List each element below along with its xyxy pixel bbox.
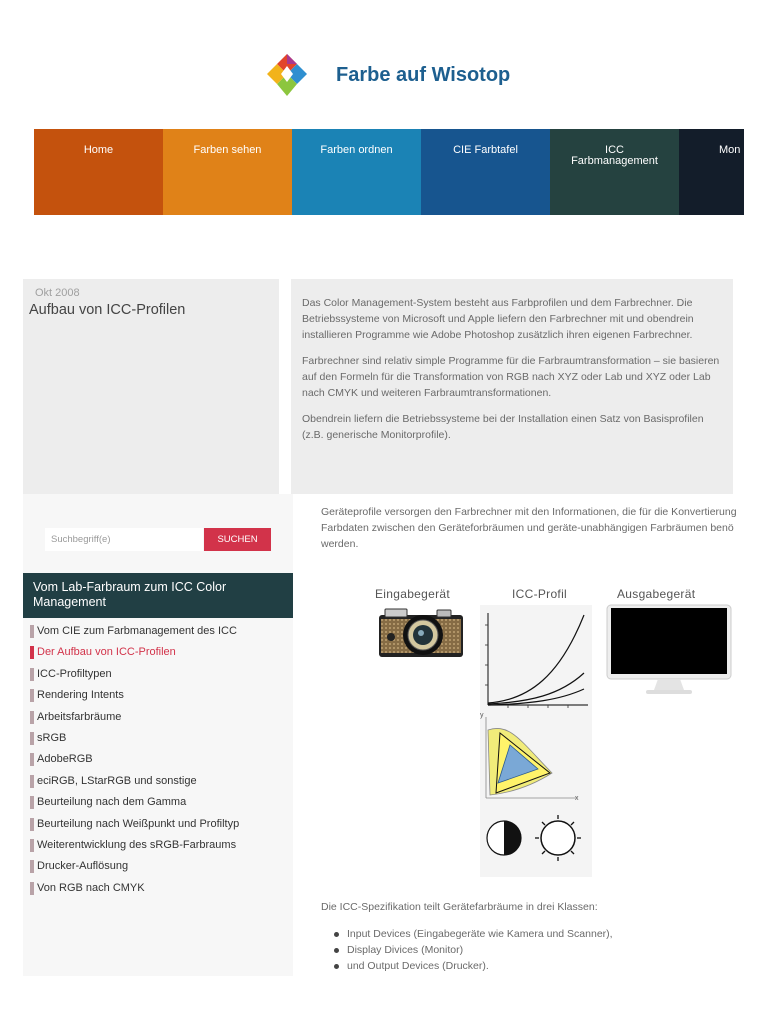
- diamond-color-logo-icon: [262, 52, 312, 100]
- site-title[interactable]: Farbe auf Wisotop: [336, 64, 511, 86]
- figure-label-input: Eingabegerät: [375, 587, 450, 601]
- nav-item-cie-farbtafel[interactable]: [421, 129, 550, 215]
- nav-item-farben-sehen[interactable]: [163, 129, 292, 215]
- axis-x-label: x: [575, 795, 579, 802]
- search-input[interactable]: [45, 528, 203, 551]
- nav-item-label: ICC Farbmanagement: [571, 144, 658, 167]
- toc-item[interactable]: sRGB: [30, 731, 239, 752]
- toc-item-active[interactable]: Der Aufbau von ICC-Profilen: [30, 645, 239, 666]
- toc-item[interactable]: Beurteilung nach dem Gamma: [30, 795, 239, 816]
- article-title: Aufbau von ICC-Profilen: [29, 302, 186, 318]
- site-logo[interactable]: [262, 52, 532, 100]
- main-paragraph: Die ICC-Spezifikation teilt Gerätefarbräume in drei Klassen:: [321, 901, 598, 913]
- intro-paragraph: Das Color Management-System besteht aus Farbprofilen und dem Farbrechner. Die Betriebssysteme von Microsoft und Apple liefern den Farbrechner mit und obendrein installieren Programme wie Adobe Photoshop zusätzlich ihren eigenen Farbrechner.: [302, 297, 694, 341]
- nav-item-home[interactable]: [34, 129, 163, 215]
- axis-y-label: y: [480, 712, 484, 719]
- article-meta: [23, 279, 279, 494]
- toc-item[interactable]: Beurteilung nach Weißpunkt und Profiltyp: [30, 817, 239, 838]
- camera-icon: [377, 607, 465, 659]
- intro-paragraph: Obendrein liefern die Betriebssysteme bei der Installation einen Satz von Basisprofilen (z.B. generische Monitorprofile).: [302, 413, 704, 441]
- toc-item[interactable]: Von RGB nach CMYK: [30, 881, 239, 902]
- main-paragraph-line: Farbdaten zwischen den Geräteforbräumen und geräte-unabhängigen Farbräumen benö: [321, 522, 734, 534]
- toc-item[interactable]: Weiterentwicklung des sRGB-Farbraums: [30, 838, 239, 859]
- toc-item[interactable]: ICC-Profiltypen: [30, 667, 239, 688]
- nav-item-farben-ordnen[interactable]: [292, 129, 421, 215]
- nav-item-label: CIE Farbtafel: [453, 144, 518, 156]
- list-item: Input Devices (Eingabegeräte wie Kamera und Scanner),: [333, 926, 613, 942]
- list-item: Display Divices (Monitor): [333, 942, 613, 958]
- nav-item-label: Mon: [719, 144, 741, 156]
- toc-item[interactable]: Arbeitsfarbräume: [30, 710, 239, 731]
- list-item: und Output Devices (Drucker).: [333, 958, 613, 974]
- nav-item-icc-farbmanagement[interactable]: [550, 129, 679, 215]
- figure-label-profile: ICC-Profil: [512, 587, 568, 601]
- main-paragraph-line: Geräteprofile versorgen den Farbrechner mit den Informationen, die für die Konvertierung: [321, 506, 737, 518]
- main-paragraph-line: werden.: [321, 538, 359, 550]
- nav-item-mon[interactable]: [679, 129, 744, 215]
- sidebar: [23, 494, 293, 976]
- figure-label-output: Ausgabegerät: [617, 587, 696, 601]
- nav-item-label: Farben ordnen: [320, 144, 393, 156]
- nav-item-label: Farben sehen: [193, 144, 262, 156]
- toc-item[interactable]: Rendering Intents: [30, 688, 239, 709]
- article-date: Okt 2008: [35, 287, 80, 299]
- toc-heading[interactable]: Vom Lab-Farbraum zum ICC Color Management: [23, 573, 293, 618]
- icc-profile-diagram: [480, 605, 592, 877]
- main-nav: [34, 129, 744, 215]
- search-button[interactable]: SUCHEN: [204, 528, 271, 551]
- toc-item[interactable]: Drucker-Auflösung: [30, 859, 239, 880]
- toc-list: [30, 624, 239, 902]
- nav-item-label: Home: [83, 144, 114, 156]
- article-intro: [291, 279, 733, 494]
- intro-paragraph: Farbrechner sind relativ simple Programme für die Farbraumtransformation – sie basieren auf den Formeln für die Transformation von RGB nach XYZ oder Lab und XYZ oder Lab nach CMYK und weiteren Farbraumtransformationen.: [302, 355, 720, 399]
- device-classes-list: [333, 926, 613, 974]
- toc-item[interactable]: Vom CIE zum Farbmanagement des ICC: [30, 624, 239, 645]
- toc-item[interactable]: AdobeRGB: [30, 752, 239, 773]
- toc-item[interactable]: eciRGB, LStarRGB und sonstige: [30, 774, 239, 795]
- monitor-icon: [606, 604, 732, 696]
